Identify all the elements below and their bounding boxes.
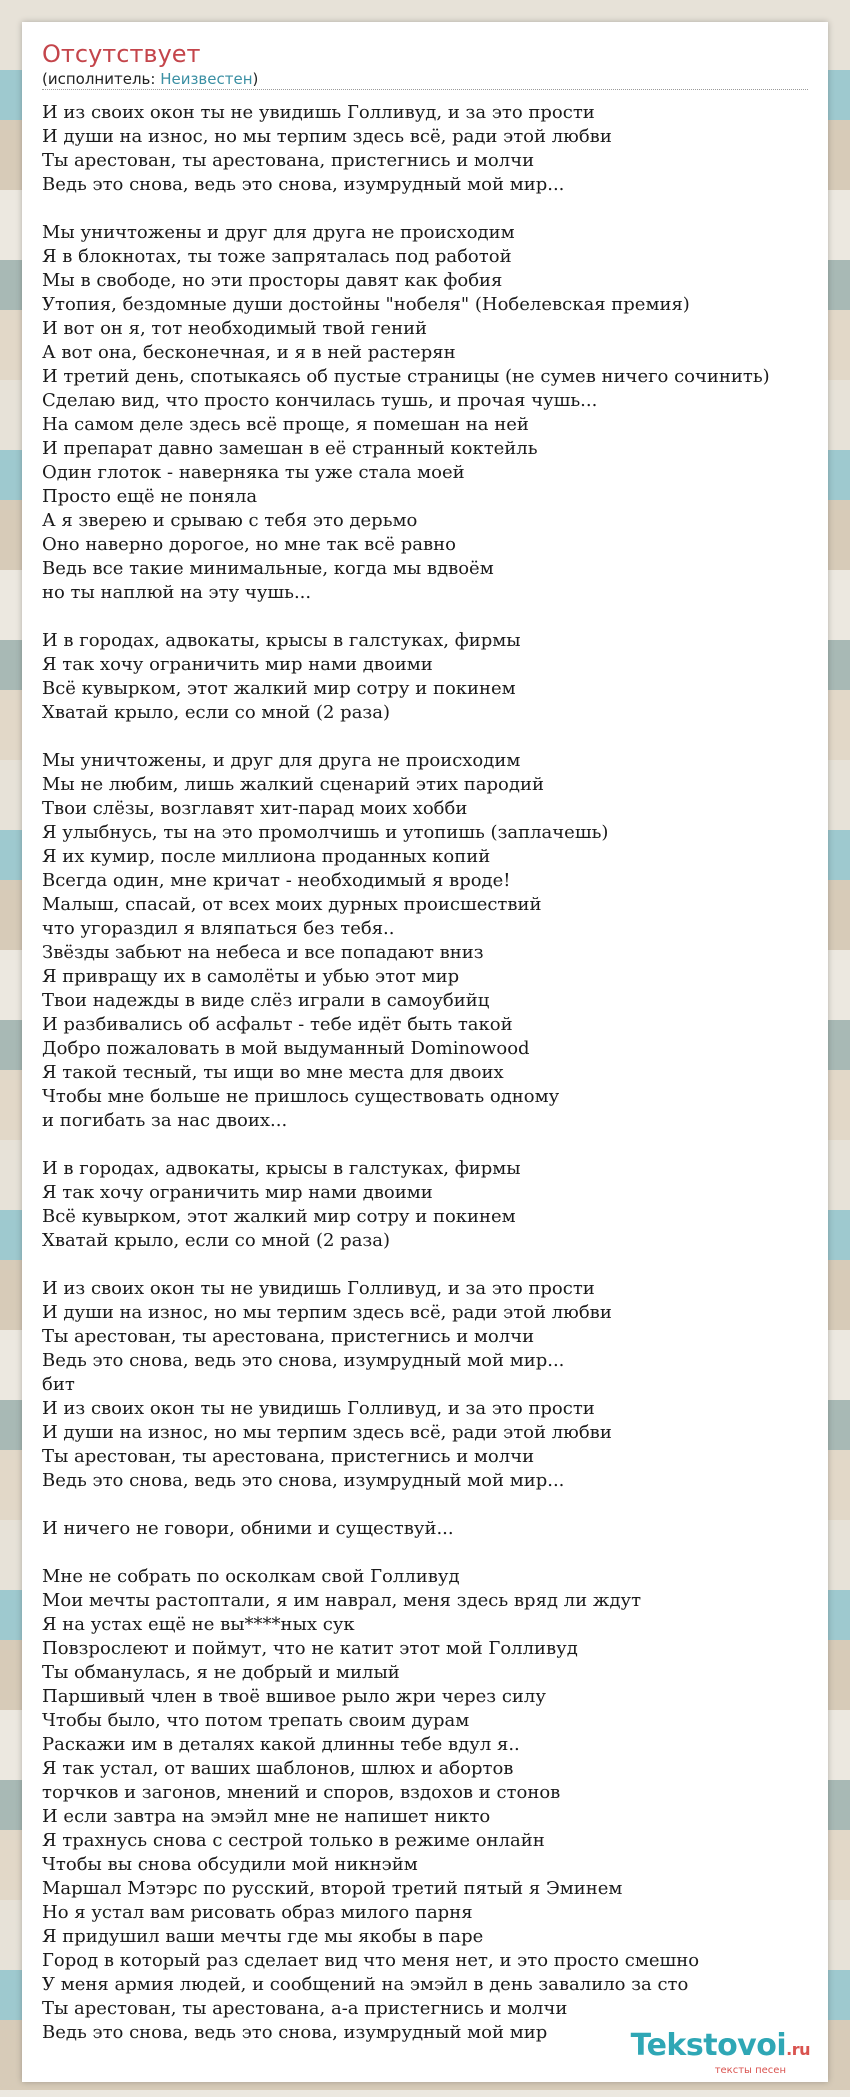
logo-tld: .ru xyxy=(786,2040,810,2059)
artist-link[interactable]: Неизвестен xyxy=(160,70,253,88)
artist-line xyxy=(42,70,258,88)
logo-tagline: тексты песен xyxy=(714,2065,786,2076)
logo-wordmark xyxy=(631,2030,810,2066)
title-divider xyxy=(42,89,808,90)
song-title: Отсутствует xyxy=(42,40,201,68)
artist-prefix: (исполнитель: xyxy=(42,70,161,88)
lyrics-card xyxy=(22,22,828,2082)
logo-name: Tekstovoi xyxy=(630,2028,787,2063)
site-logo[interactable] xyxy=(631,2030,810,2076)
lyrics-text: И из своих окон ты не увидишь Голливуд, и за это прости И души на износ, но мы терпим здесь всё, ради этой любви Ты арестован, ты арестована, пристегнись и молчи Ведь это снова, ведь это снова, изумрудный мой мир... Мы уничтожены и друг для друга не происходим Я в блокнотах, ты тоже запряталась под работой Мы в свободе, но эти просторы давят как фобия Утопия, бездомные души достойны "нобеля" (Нобелевская премия) И вот он я, тот необходимый твой гений А вот она, бесконечная, и я в ней растерян И третий день, спотыкаясь об пустые страницы (не сумев ничего сочинить) Сделаю вид, что просто кончилась тушь, и прочая чушь... На самом деле здесь всё проще, я помешан на ней И препарат давно замешан в её странный коктейль Один глоток - наверняка ты уже стала моей Просто ещё не поняла А я зверею и срываю с тебя это дерьмо Оно наверно дорогое, но мне так всё равно Ведь все такие минимальные, когда мы вдвоём но ты наплюй на эту чушь... И в городах, адвокаты, крысы в галстуках, фирмы Я так хочу ограничить мир нами двоими Всё кувырком, этот жалкий мир сотру и покинем Хватай крыло, если со мной (2 раза) Мы уничтожены, и друг для друга не происходим Мы не любим, лишь жалкий сценарий этих пародий Твои слёзы, возглавят хит-парад моих хобби Я улыбнусь, ты на это промолчишь и утопишь (заплачешь) Я их кумир, после миллиона проданных копий Всегда один, мне кричат - необходимый я вроде! Малыш, спасай, от всех моих дурных происшествий что угораздил я вляпаться без тебя.. Звёзды забьют на небеса и все попадают вниз Я привращу их в самолёты и убью этот мир Твои надежды в виде слёз играли в самоубийц И разбивались об асфальт - тебе идёт быть такой Добро пожаловать в мой выдуманный Dominowood Я такой тесный, ты ищи во мне места для двоих Чтобы мне больше не пришлось существовать одному и погибать за нас двоих... И в городах, адвокаты, крысы в галстуках, фирмы Я так хочу ограничить мир нами двоими Всё кувырком, этот жалкий мир сотру и покинем Хватай крыло, если со мной (2 раза) И из своих окон ты не увидишь Голливуд, и за это прости И души на износ, но мы терпим здесь всё, ради этой любви Ты арестован, ты арестована, пристегнись и молчи Ведь это снова, ведь это снова, изумрудный мой мир... бит И из своих окон ты не увидишь Голливуд, и за это прости И души на износ, но мы терпим здесь всё, ради этой любви Ты арестован, ты арестована, пристегнись и молчи Ведь это снова, ведь это снова, изумрудный мой мир... И ничего не говори, обними и существуй... Мне не собрать по осколкам свой Голливуд Мои мечты растоптали, я им наврал, меня здесь вряд ли ждут Я на устах ещё не вы****ных сук Повзрослеют и поймут, что не катит этот мой Голливуд Ты обманулась, я не добрый и милый Паршивый член в твоё вшивое рыло жри через силу Чтобы было, что потом трепать своим дурам Раскажи им в деталях какой длинны тебе вдул я.. Я так устал, от ваших шаблонов, шлюх и абортов торчков и загонов, мнений и споров, вздохов и стонов И если завтра на эмэйл мне не напишет никто Я трахнусь снова с сестрой только в режиме онлайн Чтобы вы снова обсудили мой никнэйм Маршал Мэтэрс по русский, второй третий пятый я Эминем Но я устал вам рисовать образ милого парня Я придушил ваши мечты где мы якобы в паре Город в который раз сделает вид что меня нет, и это просто смешно У меня армия людей, и сообщений на эмэйл в день завалило за сто Ты арестован, ты арестована, а-а пристегнись и молчи Ведь это снова, ведь это снова, изумрудный мой мир xyxy=(42,102,770,2043)
artist-suffix: ) xyxy=(252,70,259,88)
